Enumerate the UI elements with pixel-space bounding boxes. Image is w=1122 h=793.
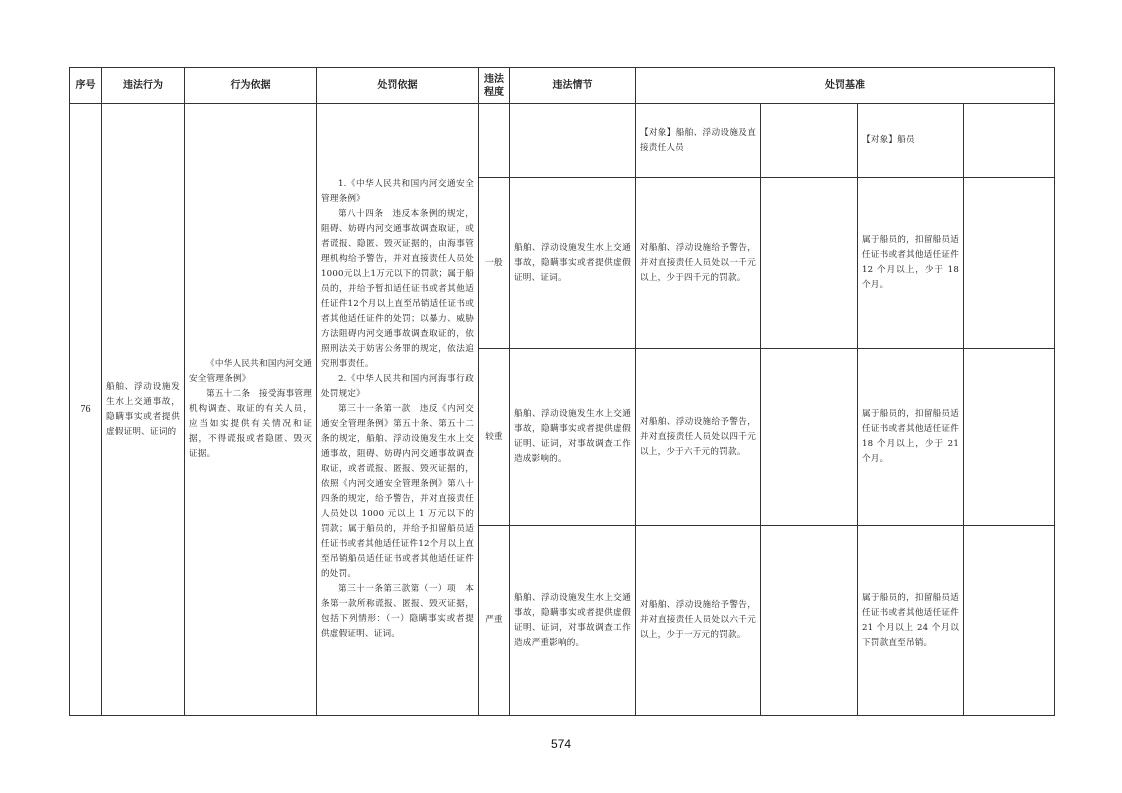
basis-article: 第五十二条 接受海事管理机构调查、取证的有关人员，应当如实提供有关情况和证据，不得谎报或者隐匿、毁灭证据。 [189, 389, 312, 459]
extra-a-general [761, 178, 858, 349]
header-degree-line1: 违法 [484, 73, 504, 85]
target-a: 【对象】船舶、浮动设施及直接责任人员 [636, 104, 761, 178]
extra-b-severe [964, 526, 1055, 716]
penalty-basis-para-3: 2.《中华人民共和国内河海事行政处罚规定》 [321, 374, 474, 399]
header-row [70, 68, 1055, 104]
header-degree-line2: 程度 [484, 86, 504, 98]
penalty-a-general: 对船舶、浮动设施给予警告，并对直接责任人员处以一千元以上，少于四千元的罚款。 [636, 178, 761, 349]
header-standard: 处罚基准 [636, 68, 1055, 104]
row-basis [185, 104, 317, 716]
row-seq: 76 [70, 104, 102, 716]
circumstance-severe: 船舶、浮动设施发生水上交通事故，隐瞒事实或者提供虚假证明、证词，对事故调查工作造成严重影响的。 [510, 526, 636, 716]
circumstance-serious: 船舶、浮动设施发生水上交通事故，隐瞒事实或者提供虚假证明、证词，对事故调查工作造成影响的。 [510, 349, 636, 526]
circumstance-general: 船舶、浮动设施发生水上交通事故，隐瞒事实或者提供虚假证明、证词。 [510, 178, 636, 349]
extra-a-serious [761, 349, 858, 526]
header-behavior: 违法行为 [102, 68, 185, 104]
target-row [70, 104, 1055, 178]
target-a-extra [761, 104, 858, 178]
extra-b-serious [964, 349, 1055, 526]
penalty-table-page [69, 67, 1054, 716]
basis-law-title: 《中华人民共和国内河交通安全管理条例》 [189, 359, 312, 384]
penalty-b-general: 属于船员的，扣留船员适任证书或者其他适任证件 12 个月以上，少于 18 个月。 [858, 178, 964, 349]
row-penalty-basis [317, 104, 479, 716]
penalty-a-severe: 对船舶、浮动设施给予警告，并对直接责任人员处以六千元以上，少于一万元的罚款。 [636, 526, 761, 716]
header-seq: 序号 [70, 68, 102, 104]
penalty-a-serious: 对船舶、浮动设施给予警告，并对直接责任人员处以四千元以上，少于六千元的罚款。 [636, 349, 761, 526]
penalty-b-serious: 属于船员的，扣留船员适任证书或者其他适任证件 18 个月以上，少于 21 个月。 [858, 349, 964, 526]
extra-b-general [964, 178, 1055, 349]
target-b-extra [964, 104, 1055, 178]
page-number: 574 [550, 737, 572, 751]
penalty-basis-para-5: 第三十一条第三款第（一）项 本条第一款所称谎报、匿报、毁灭证据，包括下列情形：（一）隐瞒事实或者提供虚假证明、证词。 [321, 584, 474, 639]
penalty-basis-para-4: 第三十一条第一款 违反《内河交通安全管理条例》第五十条、第五十二条的规定，船舶、浮动设施发生水上交通事故，阻碍、妨碍内河交通事故调查取证，或者谎报、匿报、毁灭证据的，依照《内河交通安全管理条例》第八十四条的规定，给予警告，并对直接责任人员处以 1000 元以上 1 万元以下的罚款；属于船员的，并给予扣留船员适任证书或者其他适任证件12个月以上直至吊销船员适任证书或者其他适任证件的处罚。 [321, 404, 474, 579]
penalty-basis-para-2: 第八十四条 违反本条例的规定，阻碍、妨碍内河交通事故调查取证，或者谎报、隐匿、毁灭证据的，由海事管理机构给予警告，并对直接责任人员处1000元以上1万元以下的罚款；属于船员的，并给予暂扣适任证书或者其他适任证件12个月以上直至吊销适任证书或者其他适任证件的处罚；以暴力、威胁方法阻碍内河交通事故调查取证的，依照刑法关于妨害公务罪的规定，依法追究刑事责任。 [321, 209, 474, 369]
extra-a-severe [761, 526, 858, 716]
degree-serious: 较重 [479, 349, 510, 526]
penalty-basis-para-1: 1.《中华人民共和国内河交通安全管理条例》 [321, 179, 474, 204]
header-circumstance: 违法情节 [510, 68, 636, 104]
target-b: 【对象】船员 [858, 104, 964, 178]
degree-general: 一般 [479, 178, 510, 349]
target-circumstance-empty [510, 104, 636, 178]
target-degree-empty [479, 104, 510, 178]
penalty-b-severe: 属于船员的，扣留船员适任证书或者其他适任证件 21 个月以上 24 个月以下罚款直至吊销。 [858, 526, 964, 716]
header-basis: 行为依据 [185, 68, 317, 104]
penalty-standard-table [69, 67, 1055, 716]
degree-severe: 严重 [479, 526, 510, 716]
row-behavior: 船舶、浮动设施发生水上交通事故，隐瞒事实或者提供虚假证明、证词的 [102, 104, 185, 716]
header-penalty-basis: 处罚依据 [317, 68, 479, 104]
header-degree [479, 68, 510, 104]
